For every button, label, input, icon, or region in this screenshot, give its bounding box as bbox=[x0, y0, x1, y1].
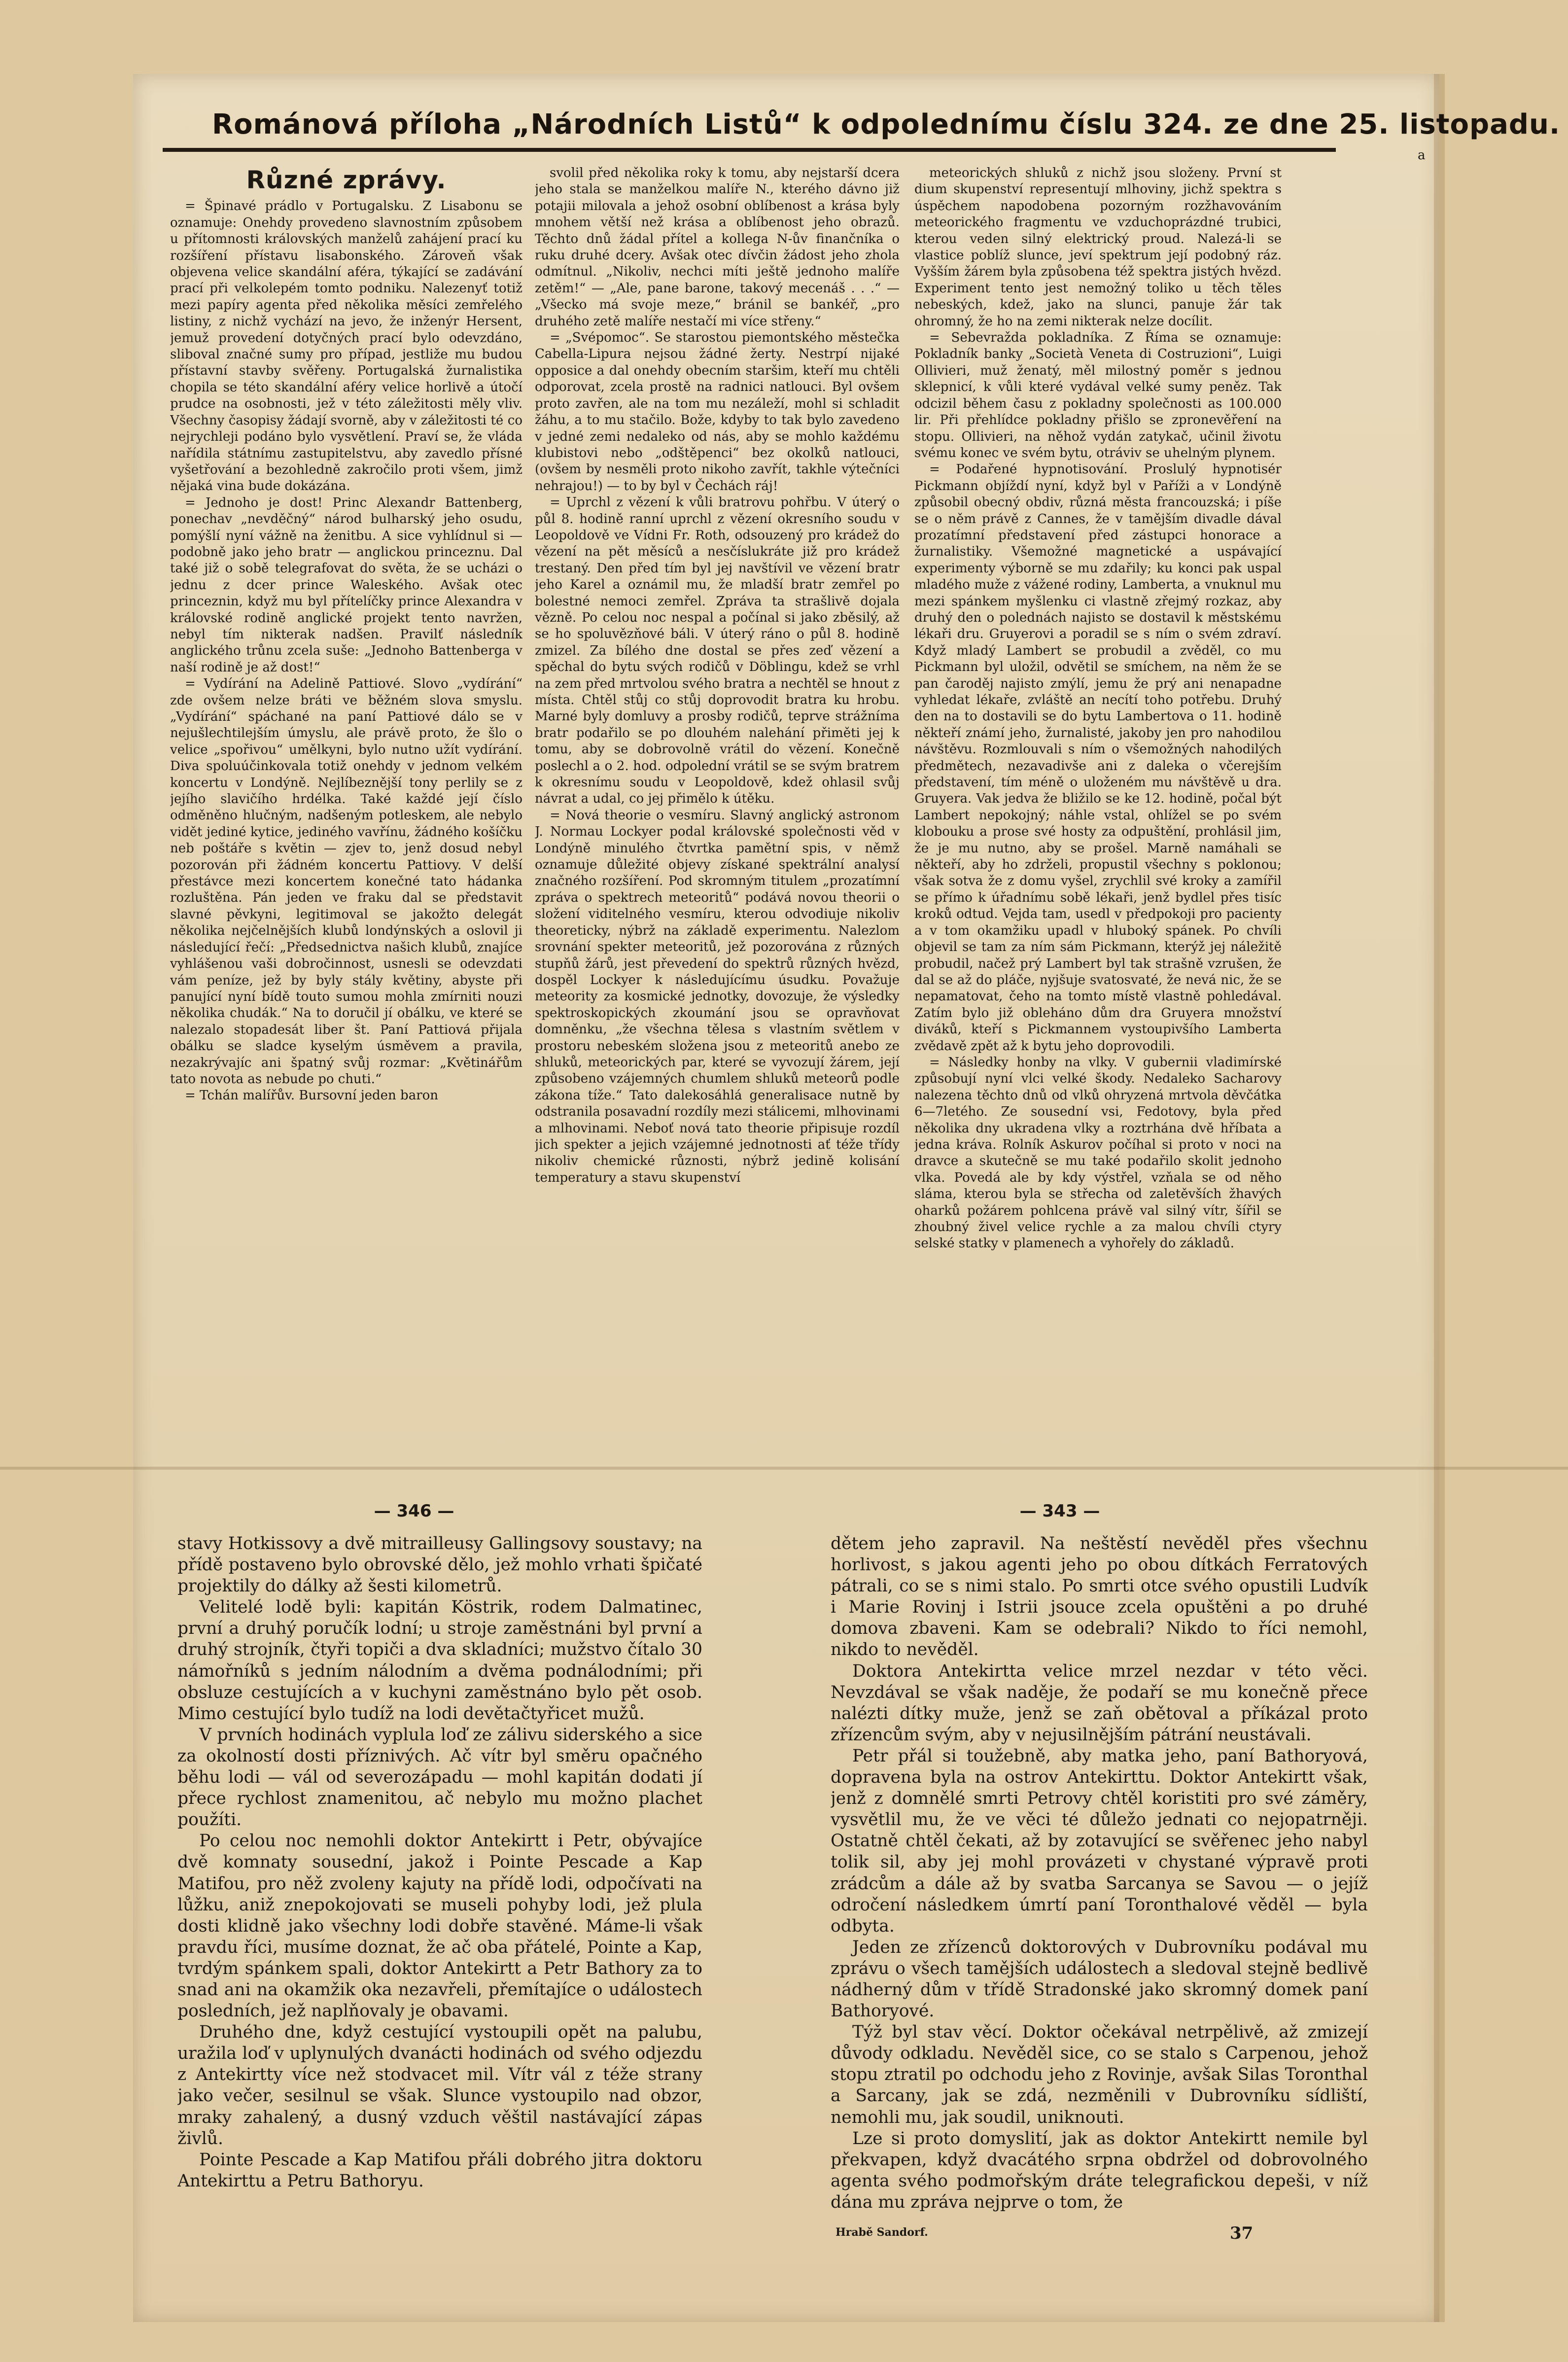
article-paragraph: = Špinavé prádlo v Portugalsku. Z Lisabonu se oznamuje: Onehdy provedeno slavnostním způsobem u přítomnosti královských manželů zahájení prací ku rozšíření přístavu lisabonského. Zároveň však objevena velice skandální aféra, týkající se zadávání prací při velkolepém tomto podniku. Nalezenyť totiž mezi papíry agenta před několika měsíci zemřelého listiny, z nichž vychází na jevo, že inženýr Hersent, jemuž provedení dotyčných prací bylo odevzdáno, sliboval značné sumy pro případ, jestliže mu budou přístavní stavby svěřeny. Portugalská žurnalistika chopila se této skandální aféry velice horlivě a útočí prudce na osobnosti, jež v této záležitosti měly vliv. Všechny časopisy žádají svorně, aby v záležitosti té co nejrychleji podáno bylo vysvětlení. Praví se, že vláda nařídila státnímu zastupitelstvu, aby zavedlo přísné vyšetřování a bezohledně zakročilo proti všem, jimž nějaká vina bude dokázána. bbox=[170, 199, 523, 494]
article-paragraph: = Podařené hypnotisování. Proslulý hypnotisér Pickmann objíždí nyní, když byl v Paříži a v Londýně způsobil obecný obdiv, různá města francouzská; i píše se o něm právě z Cannes, že v tamějším divadle dával prozatímní představení před zástupci honorace a žurnalistiky. Všemožné magnetické a uspávající experimenty výborně se mu zdařily; ku konci pak uspal mladého muže z vážené rodiny, Lamberta, a vnuknul mu mezi spánkem myšlenku ci vlastně zřejmý rozkaz, aby druhý den o polednách najisto se dostavil k městskému lékaři dru. Gruyerovi a poradil se s ním o svém zdraví. Když mladý Lambert se probudil a zvěděl, co mu Pickmann byl uložil, odvětil se smíchem, na něm že se pan čaroděj najisto zmýlí, jemu že prý ani nenapadne vyhledat lékaře, zvláště an necítí toho potřebu. Druhý den na to dostavili se do bytu Lambertova o 11. hodině někteří známí jeho, žurnalisté, jakoby jen pro nahodilou návštěvu. Rozmlouvali s ním o všemožných nahodilých předmětech, nezavadivše ani z daleka o včerejším představení, tím méně o uloženém mu návštěvě u dra. Gruyera. Vak jedva že bližilo se ke 12. hodině, počal být Lambert nepokojný; náhle vstal, ohlížel se po svém klobouku a prose své hosty za odpuštění, prohlásil jim, že je mu nutno, aby se prošel. Marně namáhali se někteří, aby ho zdrželi, propustil všechny s poklonou; však sotva že z domu vyšel, zrychlil své kroky a zamířil se přímo k úřadnímu sobě lékaři, jenž bydlel přes tisíc kroků odtud. Vejda tam, usedl v předpokoji pro pacienty a v tom okamžiku upadl v hluboký spánek. Po chvíli objevil se tam za ním sám Pickmann, kterýž jej náležitě probudil, načež prý Lambert byl tak strašně vzrušen, že dal se až do pláče, nyjšuje svatosvaté, že nevá nic, že se nepamatovat, čeho na tomto místě vlastně pohledával. Zatím bylo již obleháno dům dra Gruyera množství diváků, kteří s Pickmannem vystoupivšího Lamberta zvědavě zpět až k bytu jeho doprovodili. bbox=[914, 462, 1282, 1054]
article-paragraph: = Následky honby na vlky. V gubernii vladimírské způsobují nyní vlci velké škody. Nedaleko Sacharovy nalezena těchto dnů od vlků ohryzená mrtvola děvčátka 6—7letého. Ze sousední vsi, Fedotovy, byla před několika dny ukradena vlky a roztrhána dvě hříbata a jedna kráva. Rolník Askurov počíhal si proto v noci na dravce a skutečně se mu také podařilo skolit jednoho vlka. Povedá ale by kdy výstřel, vzňala se od něho sláma, kterou byla se střecha od zaletěvších žhavých oharků požárem pohlcena právě val silný vítr, šířil se zhoubný živel velice rychle a za malou chvíli ctyry selské statky v plamenech a vyhořely do základů. bbox=[914, 1055, 1282, 1251]
column-2 bbox=[535, 165, 900, 1343]
page-header: Románová příloha „Národních Listů“ k odpolednímu číslu 324. ze dne 25. listopadu. bbox=[212, 108, 1561, 141]
novel-paragraph: V prvních hodinách vyplula loď ze zálivu siderského a sice za okolností dosti příznivých. Ač vítr byl směru opačného běhu lodi — vál od severozápadu — mohl kapitán dodati jí přece rychlost znamenitou, ač nebylo mu možno plachet použíti. bbox=[177, 1725, 702, 1830]
novel-paragraph: Lze si proto domyslití, jak as doktor Antekirtt nemile byl překvapen, když dvacátého srpna obdržel od dobrovolného agenta svého podmořským dráte telegrafickou depeši, v níž dána mu zpráva nejprve o tom, že bbox=[831, 2128, 1368, 2212]
article-paragraph: = Vydírání na Adelině Pattiové. Slovo „vydírání“ zde ovšem nelze bráti ve běžném slova smyslu. „Vydírání“ spáchané na paní Pattiové dálo se v nejušlechtilejším úmyslu, ale právě proto, že šlo o velice „spořivou“ umělkyni, bylo nutno užít vydírání. Diva spoluúčinkovala totiž onehdy v jednom velkém koncertu v Londýně. Nejlíbeznější tony perlily se z jejího slavičího hrdélka. Také každé její číslo odměněno hlučným, nadšeným potleskem, ale nebylo vidět jediné kytice, jediného vavřínu, žádného košíčku neb poštáře s květin — zjev to, jenž dosud nebyl pozorován při žádném koncertu Pattiovy. V delší přestávce mezi koncertem konečné tato hádanka rozluštěna. Pán jeden ve fraku dal se představit slavné pěvkyni, legitimoval se jakožto delegát několika nejčelnějších klubů londýnských a oslovil ji následující řečí: „Předsednictva našich klubů, znajíce vyhlášenou vaši dobročinnost, usnesli se odevzdati vám peníze, jež by byly stály květiny, abyste při panující nyní bídě touto sumou mohla zmírniti nouzi několika chudák.“ Na to doručil jí obálku, ve které se nalezalo stopadesát liber št. Paní Pattiová přijala obálku se sladce kyselým úsměvem a pravila, nezakrývajíc ani špatný svůj rozmar: „Květinářům tato novota as nebude po chuti.“ bbox=[170, 676, 523, 1087]
novel-paragraph: Týž byl stav věcí. Doktor očekával netrpělivě, až zmizejí důvody odkladu. Nevěděl sice, co se stalo s Carpenou, jehož stopu ztratil po odchodu jeho z Rovinje, avšak Silas Toronthal a Sarcany, jak se zdá, nezměnili v Dubrovníku sídliští, nemohli mu, jak soudil, uniknouti. bbox=[831, 2022, 1368, 2127]
column-1 bbox=[170, 165, 523, 1343]
article-paragraph: = Sebevražda pokladníka. Z Říma se oznamuje: Pokladník banky „Società Veneta di Costruzioni“, Luigi Ollivieri, muž ženatý, měl milostný poměr s jednou sklepnicí, k vůli které vydával velké sumy peněz. Tak odcizil během času z pokladny společnosti as 100.000 lir. Při přehlídce pokladny přišlo se zpronevěření na stopu. Ollivieri, na něhož vydán zatykač, učinil životu svému konec ve svém bytu, otráviv se uhelným plynem. bbox=[914, 330, 1282, 460]
novel-paragraph: Pointe Pescade a Kap Matifou přáli dobrého jitra doktoru Antekirttu a Petru Bathoryu. bbox=[177, 2150, 702, 2191]
novel-paragraph: dětem jeho zapravil. Na neštěstí nevěděl přes všechnu horlivost, s jakou agenti jeho po obou dítkách Ferratových pátrali, co se s nimi stalo. Po smrti otce svého opustili Ludvík i Marie Rovinj i Istrii jsouce zcela opuštěni a po druhé domova zbaveni. Kam se odebrali? Nikdo to říci nemohl, nikdo to nevěděl. bbox=[831, 1534, 1368, 1660]
article-paragraph: = Tchán malířův. Bursovní jeden baron bbox=[185, 1088, 439, 1103]
corner-mark: a bbox=[1418, 148, 1426, 163]
page-number-right: — 343 — bbox=[1019, 1501, 1100, 1521]
novel-column-left bbox=[177, 1533, 702, 2223]
novel-paragraph: Druhého dne, když cestující vystoupili opět na palubu, uražila loď v uplynulých dvanácti hodinách od svého odjezdu z Antekirtty více než stodvacet mil. Vítr vál z téže strany jako večer, sesilnul se však. Slunce vystoupilo nad obzor, mraky zahalený, a dusný vzduch věštil nastávající zápas živlů. bbox=[177, 2022, 702, 2149]
header-rule bbox=[163, 148, 1336, 152]
article-paragraph: meteorických shluků z nichž jsou složeny. První st dium skupenství representují mlhoviny, jichž spektra s úspěchem napodobena pozorným rozžhavováním meteorického fragmentu ve vzduchoprázdné trubici, kterou veden silný elektrický proud. Nalezá-li se vlastice poblíž slunce, jeví spektrum její podobný ráz. Vyšším žárem byla způsobena též spektra jistých hvězd. Experiment tento jest nemožný toliko u těch těles nebeských, kdež, jako na slunci, panuje žár tak ohromný, že ho na zemi nikterak nelze docílit. bbox=[914, 166, 1282, 329]
footer-page-number: 37 bbox=[1230, 2223, 1254, 2243]
column-3 bbox=[914, 165, 1282, 1343]
page-number-left: — 346 — bbox=[374, 1501, 454, 1521]
novel-paragraph: Velitelé lodě byli: kapitán Köstrik, rodem Dalmatinec, první a druhý poručík lodní; u stroje zaměstnáni byl první a druhý strojník, čtyři topiči a dva skladníci; mužstvo čítalo 30 námořníků s jedním nálodním a dvěma podnálodními; při obsluze cestujících a v kuchyni zaměstnáno bylo pět osob. Mimo cestující bylo tudíž na lodi devětačtyřicet mužů. bbox=[177, 1597, 702, 1724]
article-paragraph: svolil před několika roky k tomu, aby nejstarší dcera jeho stala se manželkou malíře N., kterého dávno již potajii milovala a jehož osobní oblíbenost a krása byly mnohem větší než krása a oblíbenost jeho obrazů. Těchto dnů žádal přítel a kollega N-ův finančníka o ruku druhé dcery. Avšak otec dívčin žádost jeho zhola odmítnul. „Nikoliv, nechci míti ještě jednoho malíře zetěm!“ — „Ale, pane barone, takový mecenáš . . .“ — „Všecko má svoje meze,“ bránil se bankéř, „pro druhého zetě malíře nestačí mi více střeny.“ bbox=[535, 166, 900, 329]
novel-paragraph: Doktora Antekirtta velice mrzel nezdar v této věci. Nevzdával se však naděje, že podaří se mu konečně přece nalézti dítky muže, jenž se zaň obětoval a příkázal proto zřízencům svým, aby v nejusilnějším pátrání neustávali. bbox=[831, 1661, 1368, 1745]
fold-line bbox=[0, 1467, 1568, 1470]
article-paragraph: = Nová theorie o vesmíru. Slavný anglický astronom J. Normau Lockyer podal královské společnosti věd v Londýně minulého čtvrtka pamětní spis, v němž oznamuje důležité objevy získané spektrální analysí značného rozšíření. Pod skromným titulem „prozatímní zpráva o spektrech meteoritů“ podává novou theorii o složení viditelného vesmíru, kterou odvodiuje nikoliv theoreticky, nýbrž na základě experimentu. Nalezlom srovnání spekter meteoritů, jež pozorována z různých stupňů žárů, jest převedení do spektrů různých hvězd, dospěl Lockyer k následujícímu úsudku. Považuje meteority za kosmické jednotky, dovozuje, že výsledky spektroskopických zkoumání jsou se opravňovat domněnku, „že všechna tělesa s vlastním světlem v prostoru nebeském složena jsou z meteoritů anebo ze shluků, meteorických par, které se vyvozují žárem, její způsobeno vzájemných chumlem shluků meteorů podle zákona tíže.“ Tato dalekosáhlá generalisace nutně by odstranila posavadní rozdíly mezi stálicemi, mlhovinami a mlhovinami. Neboť nová tato theorie připisuje rozdíl jich spekter a jejich vzájemné jednotnosti ať téže třídy nikoliv chemické různosti, nýbrž jedině kolisání temperatury a stavu skupenství bbox=[535, 808, 900, 1185]
article-paragraph: = Jednoho je dost! Princ Alexandr Battenberg, ponechav „nevděčný“ národ bulharský jeho osudu, pomýšlí nyní vážně na ženitbu. A sice vyhlídnul si — podobně jako jeho bratr — anglickou princeznu. Dal také již o sobě telegrafovat do světa, že se ucházi o jednu z dcer prince Waleského. Avšak otec princeznin, když mu byl přítelíčky prince Alexandra v královské rodině anglické projekt tento navržen, nebyl tím nikterak nadšen. Pravilť následník anglického trůnu zcela suše: „Jednoho Battenberga v naší rodině je až dost!“ bbox=[170, 495, 523, 675]
novel-paragraph: Jeden ze zřízenců doktorových v Dubrovníku podával mu zprávu o všech tamějších událostech a sledoval stejně bedlivě nádherný dům v třídě Stradonské jako skromný domek paní Bathoryové. bbox=[831, 1937, 1368, 2021]
page-edge bbox=[1434, 74, 1445, 2322]
article-paragraph: = Uprchl z vězení k vůli bratrovu pohřbu. V úterý o půl 8. hodině ranní uprchl z vězení okresního soudu v Leopoldově ve Vídni Fr. Roth, odsouzený pro krádež do vězení na pět měsíců a nesčíslukráte již pro krádež trestaný. Den před tím byl jej navštívil ve vězení bratr jeho Karel a oznámil mu, že mladší bratr zemřel po bolestné nemoci zemřel. Zpráva ta strašlivě dojala vězně. Po celou noc nespal a počínal si jako zběsilý, až se ho spoluvězňové báli. V úterý ráno o půl 8. hodině zmizel. Za bílého dne dostal se přes zeď vězení a spěchal do bytu svých rodičů v Döblingu, kdež se vrhl na zem před mrtvolou svého bratra a nechtěl se hnout z místa. Chtěl stůj co stůj doprovodit bratra ku hrobu. Marné byly domluvy a prosby rodičů, teprve strážníma bratr podařilo se po dlouhém nalehání přiměti jej k tomu, aby se dobrovolně vrátil do vězení. Konečně poslechl a o 2. hod. odpolední vrátil se se svým bratrem k okresnímu soudu v Leopoldově, kdež ohlasil svůj návrat a udal, co jej přimělo k útěku. bbox=[535, 495, 900, 807]
novel-paragraph: Petr přál si toužebně, aby matka jeho, paní Bathoryová, dopravena byla na ostrov Antekirttu. Doktor Antekirtt však, jenž z domnělé smrti Petrovy chtěl koristiti pro své záměry, vysvětlil mu, že ve věci té důležo jednati co nejopatrněji. Ostatně chtěl čekati, až by zotavující se svěřenec jeho nabyl tolik sil, aby jej mohl provázeti v chystané výpravě proti zrádcům a dále až by svatba Sarcanya se Savou — o jejíž odročení následkem úmrtí paní Toronthalové věděl — byla odbyta. bbox=[831, 1746, 1368, 1936]
footer-signature: Hrabě Sandorf. bbox=[836, 2226, 928, 2239]
novel-paragraph: stavy Hotkissovy a dvě mitrailleusy Gallingsovy soustavy; na přídě postaveno bylo obrovské dělo, jež mohlo vrhati špičaté projektily do dálky až šesti kilometrů. bbox=[177, 1534, 702, 1596]
section-headline: Různé zprávy. bbox=[246, 166, 447, 194]
article-paragraph: = „Svépomoc“. Se starostou piemontského městečka Cabella-Lipura nejsou žádné žerty. Nestrpí nijaké opposice a dal onehdy obecním staršim, kteří mu chtěli odporovat, zcela prostě na radnici natlouci. Byl ovšem proto zavřen, ale na tom mu nezáleží, mohl si schladit žáhu, a to mu stačilo. Bože, kdyby to tak bylo zavedeno v jedné zemi nedaleko od nás, aby se mohlo každému klubistovi nebo „odštěpenci“ bez okolků natlouci, (ovšem by nesměli proto nikoho zavřít, takhle výtečníci nehrajou!) — to by byl v Čechách ráj! bbox=[535, 330, 900, 494]
novel-column-right bbox=[831, 1533, 1368, 2223]
novel-paragraph: Po celou noc nemohli doktor Antekirtt i Petr, obývajíce dvě komnaty sousední, jakož i Pointe Pescade a Kap Matifou, pro něž zvoleny kajuty na přídě lodi, odpočívati na lůžku, aniž znepokojovati se museli pohyby lodi, jež plula dosti klidně jako všechny lodi dobře stavěné. Máme-li však pravdu říci, musíme doznat, že ač oba přátelé, Pointe a Kap, tvrdým spánkem spali, doktor Antekirtt a Petr Bathory za to snad ani na okamžik oka nezavřeli, přemítajíce o událostech posledních, jež naplňovaly je obavami. bbox=[177, 1831, 702, 2021]
